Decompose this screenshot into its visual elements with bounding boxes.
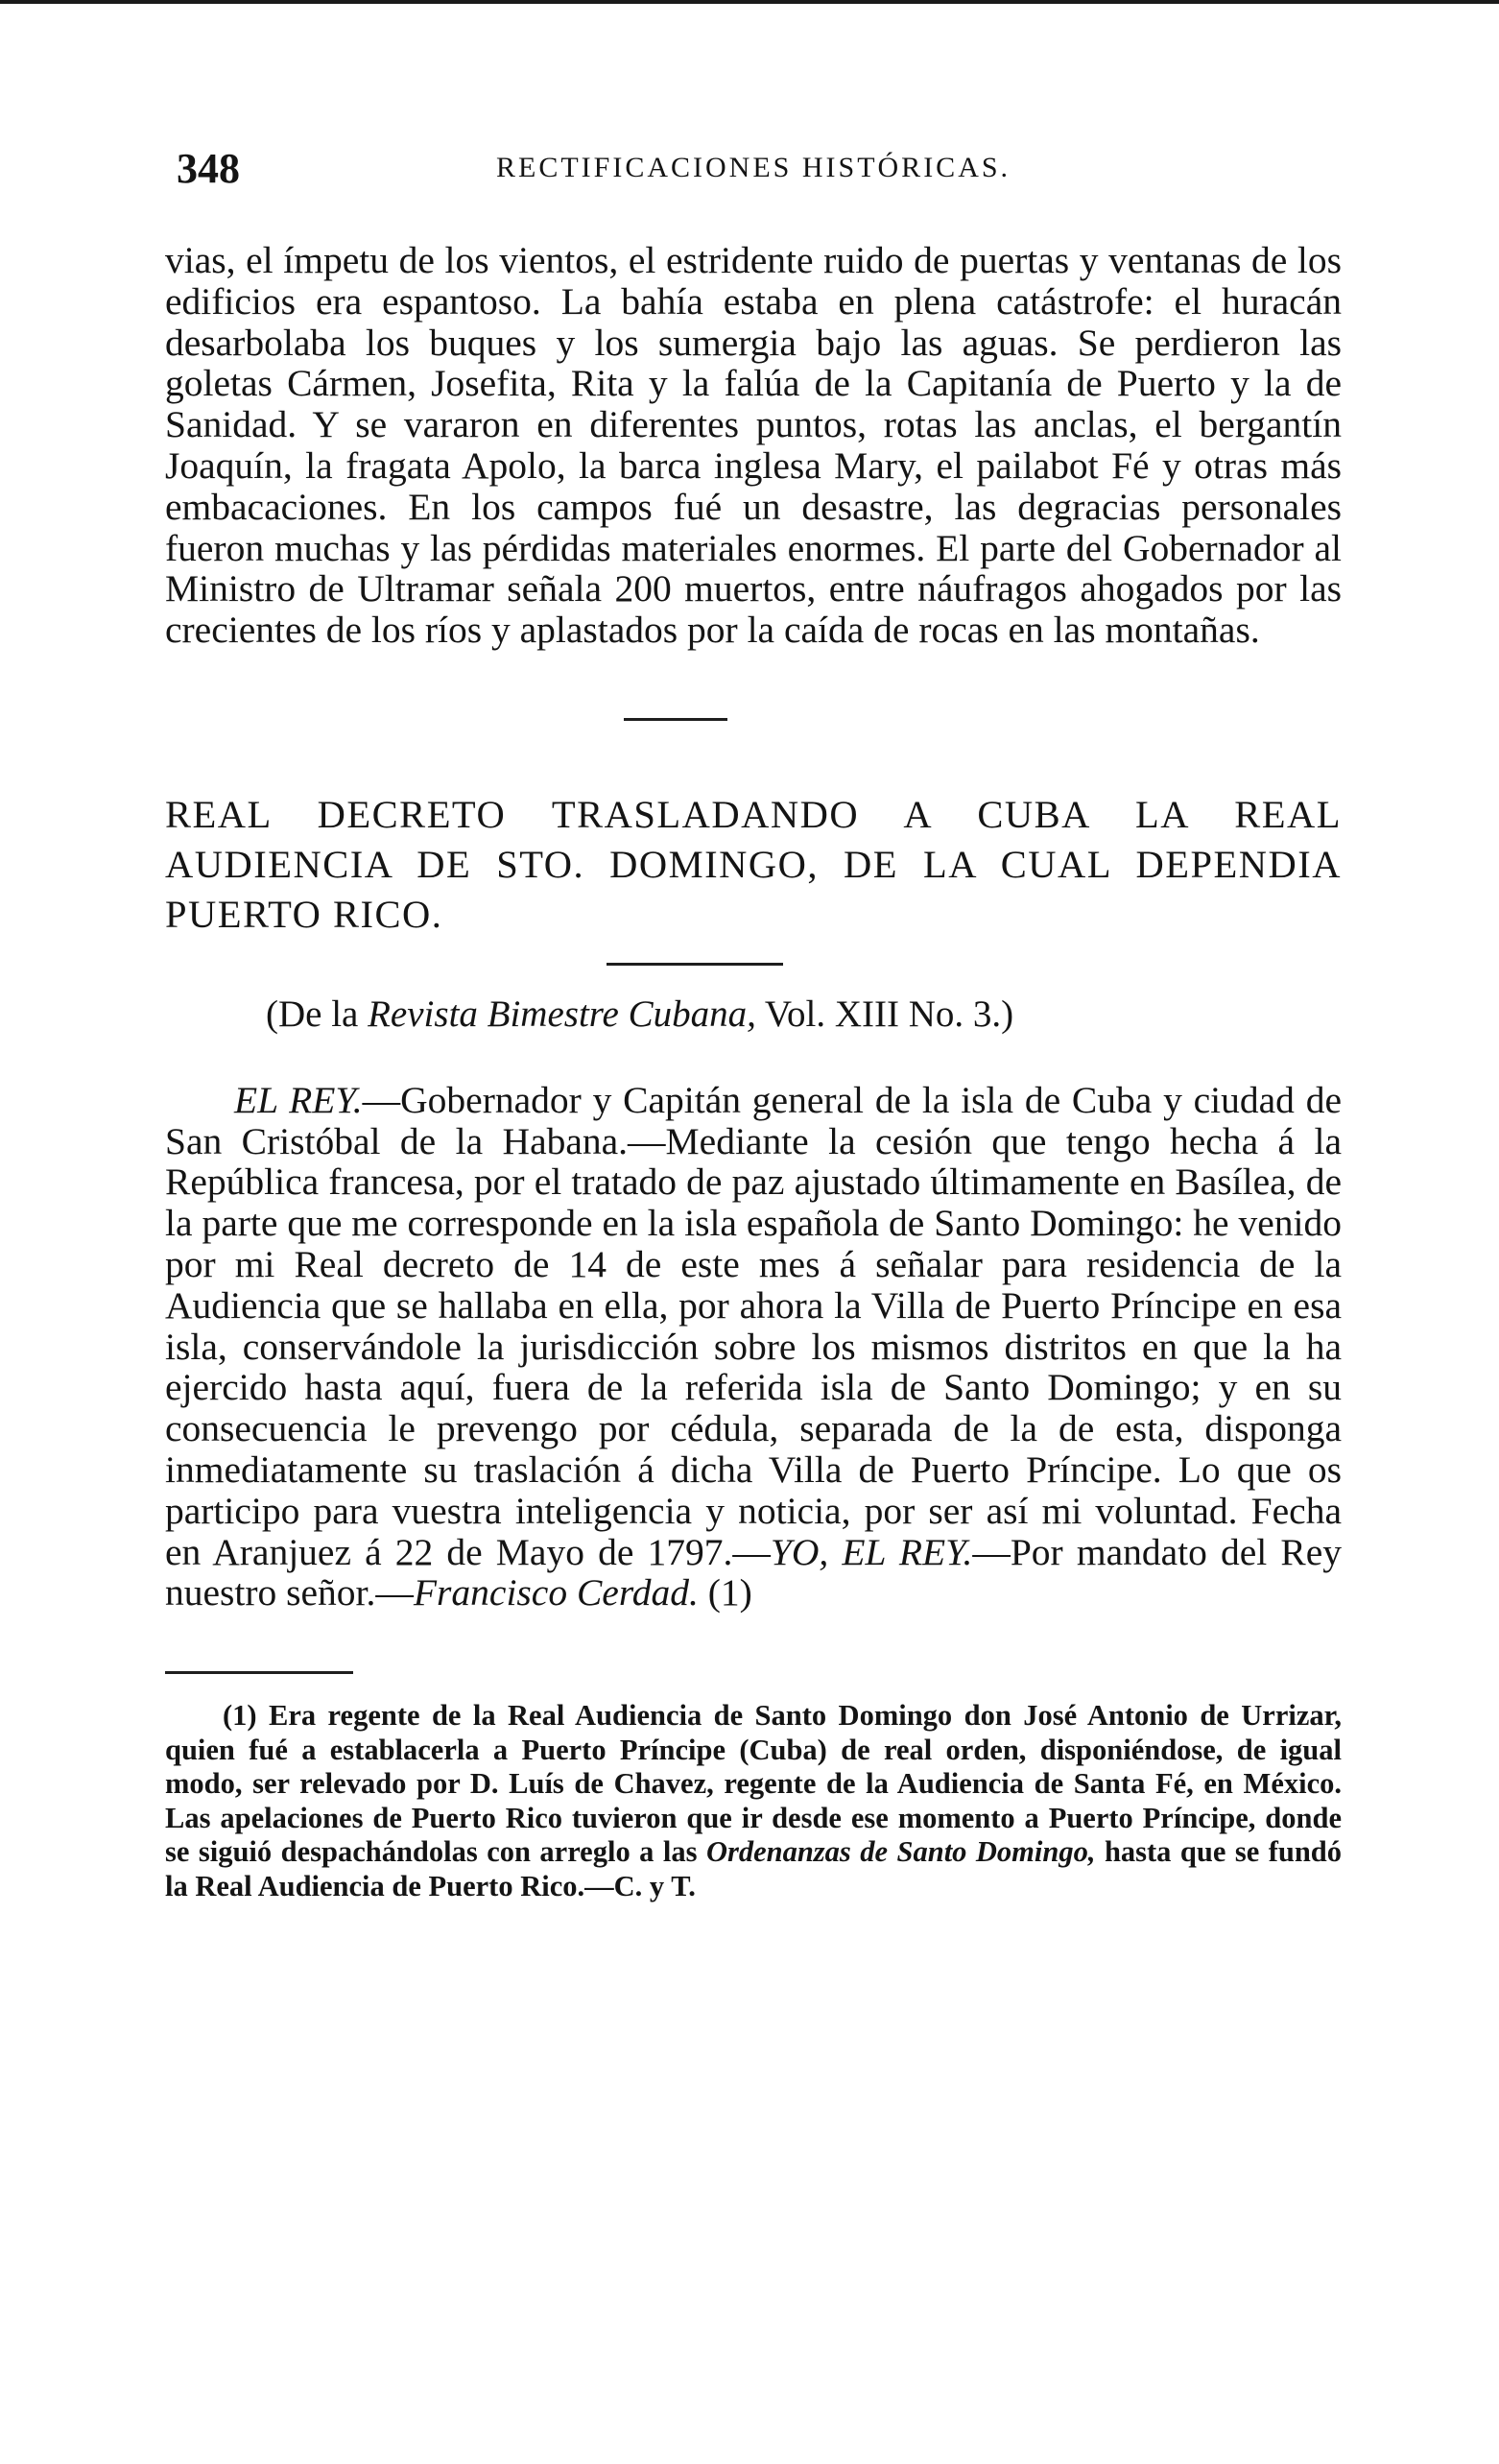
footnote-divider [165,1671,353,1674]
book-page [165,144,1342,1903]
footnote [165,1699,1342,1903]
decree-opening: EL REY. [234,1078,363,1121]
source-suffix: Vol. XIII No. 3.) [755,993,1014,1035]
decree-body: —Gobernador y Capitán general de la isla de Cuba y ciudad de San Cristóbal de la Habana.—Mediante la cesión que tengo hecha á la República francesa, por el tratado de paz ajustado últimamente en Basílea, de la parte que me corresponde en la isla española de Santo Domingo: he venido por mi Real decreto de 14 de este mes á señalar para residencia de la Audiencia que se hallaba en ella, por ahora la Villa de Puerto Príncipe en esa isla, conservándole la jurisdicción sobre los mismos distritos en que la ha ejercido hasta aquí, fuera de la referida isla de Santo Domingo; y en su consecuencia le prevengo por cédula, separada de la de esta, disponga inmediatamente su traslación á dicha Villa de Puerto Príncipe. Lo que os participo para vuestra inteligencia y noticia, por ser así mi voluntad. Fecha en Aranjuez á 22 de Mayo de 1797.— [165,1078,1342,1573]
source-journal: Revista Bimestre Cubana, [368,993,756,1035]
source-citation [266,994,1342,1036]
decree-signature: YO, EL REY. [770,1530,973,1573]
footnote-marker: (1) [223,1699,257,1733]
source-prefix: (De la [266,993,369,1035]
heading-divider [607,963,783,966]
section-divider [624,718,727,721]
running-header [165,144,1342,202]
footnote-italic-title: Ordenanzas de Santo Domingo, [705,1835,1096,1869]
footnote-text-end: hasta que se fundó la Real Audiencia de Puerto Rico.—C. y T. [165,1835,1342,1902]
footnote-text: Era regente de la Real Audiencia de Santo Domingo don José Antonio de Urrizar, quien fué a establacerla a Puerto Príncipe (Cuba) de real orden, disponiéndose, de igual modo, ser relevado por D. Luís de Chavez, regente de la Audiencia de Santa Fé, en México. Las apelaciones de Puerto Rico tuvieron que ir desde ese momento a Puerto Príncipe, donde se siguió despachándolas con arreglo a las [165,1699,1342,1869]
top-border-line [0,0,1499,4]
decree-secretary: Francisco Cerdad. [413,1571,699,1615]
section-heading: REAL DECRETO TRASLADANDO A CUBA LA REAL AUDIENCIA DE STO. DOMINGO, DE LA CUAL DEPENDIA PUERTO RICO. [165,792,1342,936]
intro-paragraph: vias, el ímpetu de los vientos, el estridente ruido de puertas y ventanas de los edificios era espantoso. La bahía estaba en plena catástrofe: el huracán desarbolaba los buques y los sumergia bajo las aguas. Se perdieron las goletas Cármen, Josefita, Rita y la falúa de la Capitanía de Puerto y la de Sanidad. Y se vararon en diferentes puntos, rotas las anclas, el bergantín Joaquín, la fragata Apolo, la barca inglesa Mary, el pailabot Fé y otras más embacaciones. En los campos fué un desastre, las degracias personales fueron muchas y las pérdidas materiales enormes. El parte del Gobernador al Ministro de Ultramar señala 200 muertos, entre náufragos ahogados por las crecientes de los ríos y aplastados por la caída de rocas en las montañas. [165,239,1342,652]
decree-paragraph [165,1080,1342,1614]
page-number: 348 [177,145,240,192]
running-title: RECTIFICACIONES HISTÓRICAS. [496,152,1011,183]
footnote-reference: (1) [698,1571,752,1615]
decree-mandate: —Por mandato del Rey nuestro señor.— [165,1530,1342,1615]
